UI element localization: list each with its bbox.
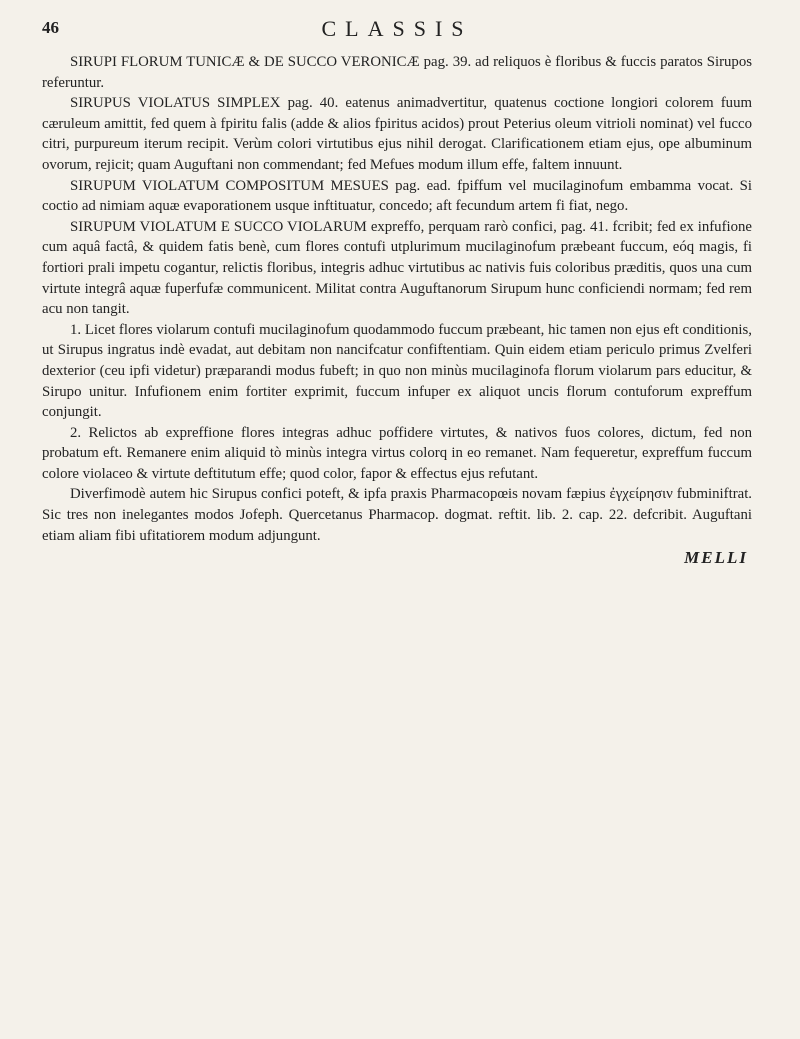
paragraph-diversimode: Diverfimodè autem hic Sirupus confici poteft, & ipfa praxis Pharmacopœis novam fæpius ἐγχείρησιν fubminiftrat. Sic tres non inelegantes modos Jofeph. Quercetanus Pharmacop. dogmat. reftit. lib. 2. cap. 22. defcribit. Auguftani etiam aliam fibi ufitatiorem modum adjungunt. bbox=[42, 486, 752, 544]
page-number: 46 bbox=[42, 18, 59, 37]
paragraph-point-2: 2. Relictos ab expreffione flores integras adhuc poffidere virtutes, & nativos fuos colores, dictum, fed non probatum eft. Remanere enim aliquid tò minùs integra virtus colorq in eo remanet. Nam fequeretur, expreffum fuccum colore violaceo & virtute deftitutum effe; quod color, fapor & effectus ejus refutant. bbox=[42, 424, 752, 482]
paragraph-sirupum-violatum-e-succo: SIRUPUM VIOLATUM E SUCCO VIOLARUM expreffo, perquam rarò confici, pag. 41. fcribit; fed ex infufione cum aquâ factâ, & quidem fatis benè, cum flores contufi utplurimum mucilaginofum præbeant fuccum, eóq magis, fi fortiori prali impetu cogantur, relictis floribus, integris adhuc virtutibus ac nativis fuis coloribus præditis, quos una cum virtute integrâ aquæ fuperfufæ communicent. Militat contra Auguftanorum Sirupum hunc conficiendi normam; fed rem acu non tangit. bbox=[42, 218, 752, 318]
paragraph-sirupum-violatum-compositum: SIRUPUM VIOLATUM COMPOSITUM MESUES pag. ead. fpiffum vel mucilaginofum embamma vocat. Si coctio ad nimiam aquæ evaporationem usque inftituatur, concedo; aft fecundum artem fi fiat, nego. bbox=[42, 177, 752, 215]
body-text bbox=[42, 52, 752, 546]
paragraph-sirupus-violatus-simplex: SIRUPUS VIOLATUS SIMPLEX pag. 40. eatenus animadvertitur, quatenus coctione longiori colorem fuum cæruleum amittit, fed quem à fpiritu falis (adde & alios fpiritus acidos) prout Peterius oleum vitrioli nominat) vel fucco citri, purpureum iterum recipit. Verùm colori virtutibus ejus nihil derogat. Clarificationem etiam ejus, ope albuminum ovorum, rejicit; quam Auguftani non commendant; fed Mefues modum illum effe, faltem innuunt. bbox=[42, 95, 752, 173]
catchword: MELLI bbox=[684, 548, 748, 568]
paragraph-point-1: 1. Licet flores violarum contufi mucilaginofum quodammodo fuccum præbeant, hic tamen non ejus eft conditionis, ut Sirupus ingratus indè evadat, aut debitam non nancifcatur confiftentiam. Quin eidem etiam periculo primus Zvelferi dexterior (ceu ipfi videtur) præparandi modus fubeft; in quo non minùs mucilaginofa florum violarum pars educitur, & Sirupo unitur. Infufionem enim fortiter exprimit, fuccum infuper ex aliquot uncis florum contuforum expreffum conjungit. bbox=[42, 321, 752, 421]
paragraph-sirupi-florum: SIRUPI FLORUM TUNICÆ & DE SUCCO VERONICÆ pag. 39. ad reliquos è floribus & fuccis paratos Sirupos referuntur. bbox=[42, 54, 752, 91]
page-header bbox=[42, 18, 752, 48]
running-head: CLASSIS bbox=[321, 16, 473, 41]
